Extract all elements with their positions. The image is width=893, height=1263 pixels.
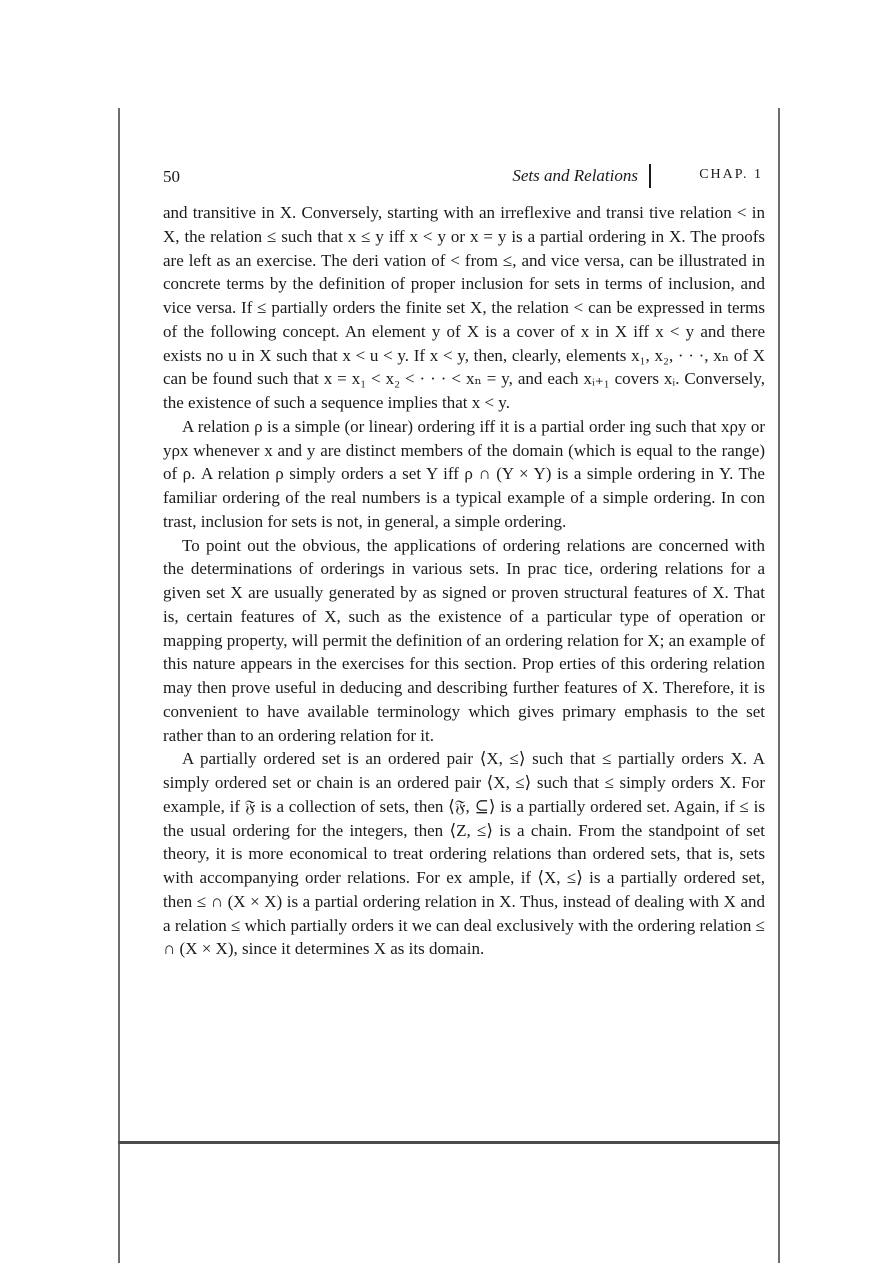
text-line: A relation ρ is a simple (or linear) ordering iff it is a partial order <box>182 416 625 436</box>
text-line: example of this nature appears in the exercises for this section. Prop <box>163 630 765 674</box>
text-line: property, will permit the definition of an ordering relation for X; an <box>226 630 689 650</box>
paragraph <box>163 415 765 534</box>
text-line: A partially ordered set is an ordered pair ⟨X, ≤⟩ such that ≤ <box>182 749 619 769</box>
text-line: partially orders X. A simply ordered set or chain is an ordered pair <box>163 749 765 792</box>
page-number: 50 <box>163 167 180 186</box>
text-line: ⟨X, ≤⟩ such that ≤ simply orders X. For example, if 𝔉 is a collection <box>163 773 765 816</box>
text-line: erties of this ordering relation may then prove useful in deducing and <box>163 654 765 697</box>
chapter-label: CHAP. 1 <box>699 167 763 182</box>
text-line: X, such as the existence of a particular type of operation or mapping <box>163 606 765 650</box>
text-line: of the real numbers is a typical example of a simple ordering. In con <box>285 488 765 507</box>
text-line: tice, ordering relations for a given set X are usually generated by as <box>163 559 765 602</box>
text-line: describing further features of X. Therefore, it is convenient to have <box>163 678 765 721</box>
text-line: relation ≤ which partially orders it we can deal exclusively with the <box>174 915 638 935</box>
text-line: To point out the obvious, the applications of ordering relations are <box>182 535 659 555</box>
text-line: ordered sets, that is, sets with accompanying order relations. For ex <box>163 844 765 887</box>
text-line: signed or proven structural features of X. That is, certain features of <box>163 583 765 626</box>
text-line: can be expressed in terms of the following concept. An element y of <box>163 298 765 341</box>
paragraph <box>163 747 765 961</box>
text-line: of set theory, it is more economical to treat ordering relations than <box>163 820 766 864</box>
right-border-rule <box>778 108 780 1263</box>
text-line: ordering for the integers, then ⟨Z, ≤⟩ is a chain. From the standpoint <box>232 820 726 840</box>
text-line: tive relation < in X, the relation ≤ such that x ≤ y iff x < y or x = y <box>163 203 765 246</box>
text-line: is a partial ordering in X. The proofs are left as an exercise. The deri <box>163 226 765 270</box>
text-line: trast, inclusion for sets is not, in general, a simple ordering. <box>163 511 567 531</box>
text-line: concerned with the determinations of orderings in various sets. In prac <box>163 535 765 579</box>
text-line: Conversely, the existence of such a sequence implies that x < y. <box>163 369 765 412</box>
text-line: ordering relation ≤ ∩ (X × X), since it determines X as its domain. <box>163 915 766 959</box>
text-line: ample, if ⟨X, ≤⟩ is a partially ordered set, then ≤ ∩ (X × X) is a <box>163 868 766 911</box>
left-border-rule <box>118 108 120 1263</box>
text-line: x < u < y. If x < y, then, clearly, elements x₁, x₂, · · ·, xₙ of X can be <box>163 345 765 389</box>
bottom-border-rule <box>118 1141 780 1144</box>
running-head <box>163 164 763 190</box>
text-line: available terminology which gives primary emphasis to the set rather <box>163 701 765 745</box>
text-line: and transitive in X. Conversely, starting with an irreflexive and transi <box>163 203 644 222</box>
text-line: partial ordering relation in X. Thus, instead of dealing with X and a <box>163 891 765 935</box>
paragraph <box>163 201 765 415</box>
text-line: and vice versa. If ≤ partially orders the finite set X, the relation < <box>163 274 765 317</box>
text-line: domain (which is equal to the range) of ρ. A relation ρ simply orders <box>163 440 765 484</box>
text-line: a set Y iff ρ ∩ (Y × Y) is a simple ordering in Y. The familiar ordering <box>163 464 765 507</box>
section-title: Sets and Relations <box>512 166 638 185</box>
text-line: X is a cover of x in X iff x < y and there exists no u in X such that <box>163 321 766 365</box>
text-line: of sets, then ⟨𝔉, ⊆⟩ is a partially ordered set. Again, if ≤ is the usual <box>163 796 765 840</box>
text-line: than to an ordering relation for it. <box>206 725 434 745</box>
paragraph <box>163 534 765 748</box>
text-line: vation of < from ≤, and vice versa, can be illustrated in concrete <box>163 250 766 294</box>
text-line: ing such that xρy or yρx whenever x and y are distinct members of the <box>163 416 766 460</box>
body-text <box>163 201 765 961</box>
header-divider <box>649 164 651 188</box>
text-line: found such that x = x₁ < x₂ < · · · < xₙ = y, and each xᵢ₊₁ covers xᵢ. <box>212 369 685 389</box>
text-line: terms by the definition of proper inclusion for sets in terms of inclusion, <box>226 274 741 294</box>
